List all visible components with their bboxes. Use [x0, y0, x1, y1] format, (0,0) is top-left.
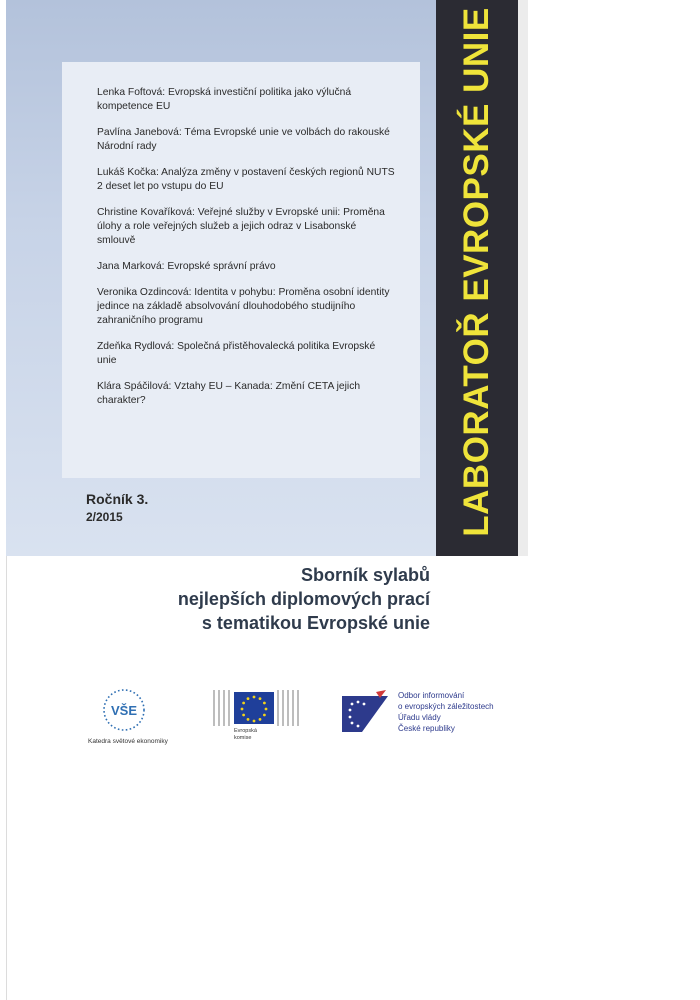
series-title: LABORATOŘ EVROPSKÉ UNIE [457, 7, 496, 537]
government-office-logo [342, 690, 542, 750]
eu-stars-emblem-icon [342, 690, 394, 734]
contents-item: Pavlína Janebová: Téma Evropské unie ve volbách do rakouské Národní rady [97, 127, 390, 152]
contents-item: Klára Spáčilová: Vztahy EU – Kanada: Změní CETA jejich charakter? [97, 381, 361, 406]
office-line-1: Odbor informování [398, 691, 465, 700]
subtitle-line-2: nejlepších diplomových prací [177, 589, 430, 609]
contents-item: Lenka Foftová: Evropská investiční politika jako výlučná kompetence EU [97, 87, 352, 112]
contents-item: Lukáš Kočka: Analýza změny v postavení českých regionů NUTS 2 deset let po vstupu do EU [97, 167, 395, 192]
issue-info [86, 490, 148, 526]
subtitle-line-1: Sborník sylabů [300, 565, 430, 585]
office-line-2: o evropských záležitostech [398, 702, 494, 711]
contents-item: Christine Kovaříková: Veřejné služby v Evropské unii: Proměna úlohy a role veřejných služeb a jejich odraz v Lisabonské smlouvě [97, 207, 385, 246]
vse-emblem-icon [80, 684, 180, 740]
spine [436, 0, 518, 556]
contents-item: Jana Marková: Evropské správní právo [97, 261, 276, 272]
government-office-text [398, 690, 494, 734]
publication-subtitle [100, 563, 430, 635]
vse-mark: VŠE [110, 703, 138, 718]
vse-caption: Katedra světové ekonomiky [88, 738, 168, 745]
ec-caption: Evropská komise [234, 728, 257, 741]
ec-building-flag-icon [210, 686, 310, 730]
subtitle-line-3: s tematikou Evropské unie [201, 613, 430, 633]
contents-item: Veronika Ozdincová: Identita v pohybu: Proměna osobní identity jedince na základě absolvování dlouhodobého studijního zahraničního programu [97, 287, 390, 326]
contents-item: Zdeňka Rydlová: Společná přistěhovalecká politika Evropské unie [97, 341, 376, 366]
european-commission-logo [210, 686, 310, 748]
volume-label: Ročník 3. [86, 491, 149, 507]
contents-list [62, 62, 420, 408]
issue-number: 2/2015 [86, 510, 123, 524]
vse-logo [80, 684, 180, 754]
office-line-3: Úřadu vlády [398, 713, 441, 722]
spine-edge [518, 0, 528, 556]
contents-panel [62, 62, 420, 478]
office-line-4: České republiky [398, 724, 455, 733]
page-edge [6, 556, 7, 1000]
